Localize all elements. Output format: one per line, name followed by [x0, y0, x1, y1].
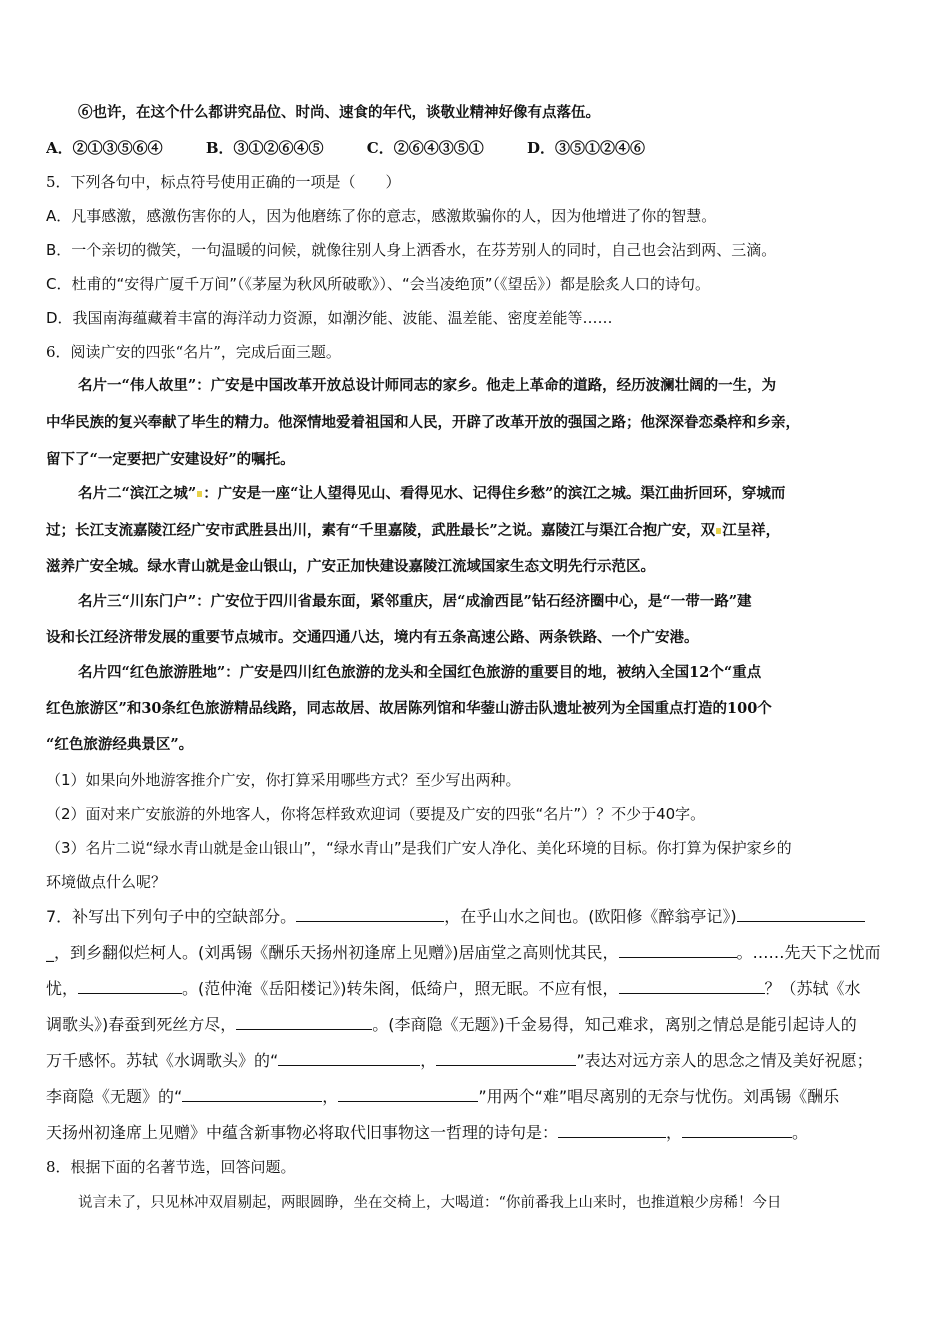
answer-blank[interactable]	[278, 1049, 420, 1066]
q7-text: 7．补写出下列句子中的空缺部分。	[46, 907, 297, 926]
answer-blank[interactable]	[737, 905, 865, 922]
q4-option-b[interactable]: B．③①②⑥④⑤	[205, 139, 324, 157]
q7-line	[46, 1013, 908, 1036]
q4-option-d[interactable]: D．③⑤①②④⑥	[526, 139, 645, 157]
q6-sub3-cont: 环境做点什么呢？	[46, 873, 167, 891]
q7-text: 。(范仲淹《岳阳楼记》)转朱阁，低绮户，照无眠。不应有恨，	[182, 979, 619, 998]
answer-blank[interactable]	[619, 977, 765, 994]
q7-text: 天扬州初逢席上见赠》中蕴含新事物必将取代旧事物这一哲理的诗句是：	[46, 1123, 559, 1142]
q7-text: 李商隐《无题》的“	[46, 1087, 183, 1106]
answer-blank[interactable]	[436, 1049, 576, 1066]
card2-text: 过；长江支流嘉陵江经广安市武胜县出川，素有“千里嘉陵，武胜最长”之说。嘉陵江与渠江合抱广安，双	[46, 522, 716, 539]
q7-text: 。	[792, 1123, 809, 1142]
answer-blank[interactable]	[558, 1121, 666, 1138]
q7-text: ，	[666, 1123, 683, 1142]
answer-blank[interactable]	[78, 977, 182, 994]
q5-option-d[interactable]: D．我国南海蕴藏着丰富的海洋动力资源，如潮汐能、波能、温差能、密度差能等……	[46, 309, 613, 327]
q7-text: 。……先天下之忧而	[736, 943, 881, 962]
q7-text: 万千感怀。苏轼《水调歌头》的“	[46, 1051, 279, 1070]
highlight-mark	[197, 491, 202, 497]
q7-text: ，	[322, 1087, 339, 1106]
card1-line: 中华民族的复兴奉献了毕生的精力。他深情地爱着祖国和人民，开辟了改革开放的强国之路；他深深眷恋桑梓和乡亲，	[46, 414, 800, 431]
card2-text: 江呈祥，	[722, 522, 781, 539]
q5-option-c[interactable]: C．杜甫的“安得广厦千万间”（《茅屋为秋风所破歌》）、“会当凌绝顶”（《望岳》）都是脍炙人口的诗句。	[46, 275, 711, 293]
q7-text: 忧，	[46, 979, 79, 998]
q8-excerpt: 说言未了，只见林冲双眉剔起，两眼圆睁，坐在交椅上，大喝道：“你前番我上山来时，也推道粮少房稀！今日	[78, 1195, 782, 1211]
q7-text: ，在乎山水之间也。(欧阳修《醉翁亭记》)	[444, 907, 737, 926]
q5-option-b[interactable]: B．一个亲切的微笑，一句温暖的问候，就像往别人身上洒香水，在芬芳别人的同时，自己也会沾到两、三滴。	[46, 241, 777, 259]
card4-line: “红色旅游经典景区”。	[46, 736, 194, 753]
q6-sub2: （2）面对来广安旅游的外地客人，你将怎样致欢迎词（要提及广安的四张“名片”）？不少于40字。	[46, 805, 706, 823]
q6-sub1: （1）如果向外地游客推介广安，你打算采用哪些方式？至少写出两种。	[46, 771, 521, 789]
q7-text: ，	[420, 1051, 437, 1070]
q7-text: 调歌头》)春蚕到死丝方尽，	[46, 1015, 237, 1034]
card3-line: 设和长江经济带发展的重要节点城市。交通四通八达，境内有五条高速公路、两条铁路、一个广安港。	[46, 629, 699, 646]
q7-line	[46, 1049, 908, 1072]
card4-line: 名片四“红色旅游胜地”：广安是四川红色旅游的龙头和全国红色旅游的重要目的地，被纳入全国12个“重点	[78, 664, 762, 681]
highlight-mark	[716, 528, 721, 534]
q6-sub3: （3）名片二说“绿水青山就是金山银山”，“绿水青山”是我们广安人净化、美化环境的目标。你打算为保护家乡的	[46, 839, 792, 857]
q7-line	[46, 1085, 908, 1108]
q8-stem: 8．根据下面的名著节选，回答问题。	[46, 1158, 296, 1176]
q7-text: ”表达对远方亲人的思念之情及美好祝愿；	[576, 1051, 873, 1070]
q5-stem: 5．下列各句中，标点符号使用正确的一项是（ ）	[46, 173, 401, 191]
card2-line	[78, 484, 908, 504]
q4-options	[46, 138, 908, 158]
card2-text: ：广安是一座“让人望得见山、看得见水、记得住乡愁”的滨江之城。渠江曲折回环，穿城而	[203, 485, 786, 502]
q4-option-a[interactable]: A．②①③⑤⑥④	[46, 139, 163, 157]
q6-stem: 6．阅读广安的四张“名片”，完成后面三题。	[46, 343, 341, 361]
q4-item-6: ⑥也许，在这个什么都讲究品位、时尚、速食的年代，谈敬业精神好像有点落伍。	[78, 104, 600, 121]
q7-line	[46, 905, 908, 928]
answer-blank[interactable]	[338, 1085, 478, 1102]
q4-option-c[interactable]: C．②⑥④③⑤①	[366, 139, 484, 157]
q7-text: ？（苏轼《水	[764, 979, 861, 998]
answer-blank[interactable]	[182, 1085, 322, 1102]
card3-line: 名片三“川东门户”：广安位于四川省最东面，紧邻重庆，居“成渝西昆”钻石经济圈中心，是“一带一路”建	[78, 593, 752, 610]
card2-title: 名片二“滨江之城”	[78, 485, 197, 502]
card1-line: 名片一“伟人故里”：广安是中国改革开放总设计师同志的家乡。他走上革命的道路，经历波澜壮阔的一生，为	[78, 377, 777, 394]
answer-blank[interactable]	[682, 1121, 792, 1138]
card2-line: 滋养广安全城。绿水青山就是金山银山，广安正加快建设嘉陵江流域国家生态文明先行示范区。	[46, 558, 655, 575]
q7-line	[46, 977, 908, 1000]
answer-blank[interactable]	[619, 941, 737, 958]
answer-blank[interactable]	[236, 1013, 372, 1030]
card1-line: 留下了“一定要把广安建设好”的嘱托。	[46, 451, 295, 468]
q7-text: 。(李商隐《无题》)千金易得，知己难求，离别之情总是能引起诗人的	[372, 1015, 857, 1034]
card4-line: 红色旅游区”和30条红色旅游精品线路，同志故居、故居陈列馆和华蓥山游击队遗址被列为全国重点打造的100个	[46, 700, 772, 717]
q7-line	[46, 1121, 908, 1144]
q7-text: _，到乡翻似烂柯人。(刘禹锡《酬乐天扬州初逢席上见赠》)居庙堂之高则忧其民，	[46, 943, 619, 962]
q5-option-a[interactable]: A．凡事感激，感激伤害你的人，因为他磨练了你的意志，感激欺骗你的人，因为他增进了你的智慧。	[46, 207, 717, 225]
answer-blank[interactable]	[296, 905, 444, 922]
card2-line	[46, 521, 908, 541]
q7-line	[46, 941, 908, 964]
q7-text: ”用两个“难”唱尽离别的无奈与忧伤。刘禹锡《酬乐	[478, 1087, 840, 1106]
